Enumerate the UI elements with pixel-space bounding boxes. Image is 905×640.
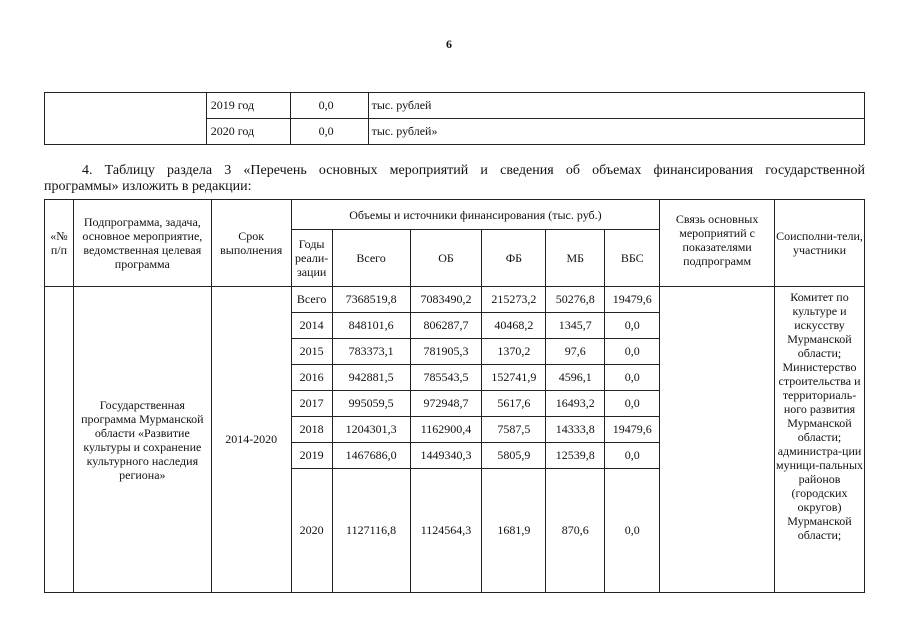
year-cell: 2017 [291,391,332,417]
mb-cell: 1345,7 [546,313,605,339]
header-years: Годы реали-зации [291,230,332,287]
ob-cell: 7083490,2 [410,287,482,313]
vbs-cell: 0,0 [605,469,660,593]
table-row [45,287,865,313]
link-cell [660,287,775,593]
total-cell: 1204301,3 [332,417,410,443]
year-cell: 2020 год [206,119,290,145]
ob-cell: 1449340,3 [410,443,482,469]
vbs-cell: 19479,6 [605,287,660,313]
year-cell: 2015 [291,339,332,365]
year-cell: 2018 [291,417,332,443]
fb-cell: 5805,9 [482,443,546,469]
total-cell: 783373,1 [332,339,410,365]
header-row [45,200,865,230]
header-total: Всего [332,230,410,287]
year-cell: 2019 [291,443,332,469]
paragraph-line-2: программы» изложить в редакции: [44,179,252,194]
mb-cell: 870,6 [546,469,605,593]
header-vbs: ВБС [605,230,660,287]
year-cell: 2016 [291,365,332,391]
fb-cell: 5617,6 [482,391,546,417]
mb-cell: 4596,1 [546,365,605,391]
year-cell: Всего [291,287,332,313]
table-row [45,93,865,119]
header-fb: ФБ [482,230,546,287]
fb-cell: 215273,2 [482,287,546,313]
header-mb: МБ [546,230,605,287]
year-cell: 2019 год [206,93,290,119]
amendment-paragraph [44,163,865,195]
header-num: «№ п/п [45,200,74,287]
fb-cell: 40468,2 [482,313,546,339]
ob-cell: 806287,7 [410,313,482,339]
header-period: Срок выполнения [211,200,291,287]
unit-cell: тыс. рублей [368,93,864,119]
ob-cell: 972948,7 [410,391,482,417]
previous-table-fragment [44,92,865,145]
vbs-cell: 0,0 [605,391,660,417]
vbs-cell: 0,0 [605,365,660,391]
ob-cell: 781905,3 [410,339,482,365]
mb-cell: 16493,2 [546,391,605,417]
fb-cell: 7587,5 [482,417,546,443]
value-cell: 0,0 [290,119,368,145]
fb-cell: 1370,2 [482,339,546,365]
vbs-cell: 19479,6 [605,417,660,443]
fb-cell: 1681,9 [482,469,546,593]
vbs-cell: 0,0 [605,313,660,339]
year-cell: 2014 [291,313,332,339]
page-number: 6 [446,37,452,51]
mb-cell: 12539,8 [546,443,605,469]
empty-cell [45,93,207,145]
total-cell: 7368519,8 [332,287,410,313]
program-name-cell: Государственная программа Мурманской области «Развитие культуры и сохранение культурного наследия региона» [73,287,211,593]
header-partners: Соисполни-тели, участники [775,200,865,287]
total-cell: 848101,6 [332,313,410,339]
year-cell: 2020 [291,469,332,593]
header-name: Подпрограмма, задача, основное мероприятие, ведомственная целевая программа [73,200,211,287]
mb-cell: 14333,8 [546,417,605,443]
num-cell [45,287,74,593]
ob-cell: 1124564,3 [410,469,482,593]
header-funding-group: Объемы и источники финансирования (тыс. руб.) [291,200,660,230]
fb-cell: 152741,9 [482,365,546,391]
mb-cell: 50276,8 [546,287,605,313]
vbs-cell: 0,0 [605,443,660,469]
mb-cell: 97,6 [546,339,605,365]
total-cell: 1127116,8 [332,469,410,593]
program-funding-table [44,199,865,593]
total-cell: 1467686,0 [332,443,410,469]
vbs-cell: 0,0 [605,339,660,365]
header-link: Связь основных мероприятий с показателями подпрограмм [660,200,775,287]
value-cell: 0,0 [290,93,368,119]
ob-cell: 785543,5 [410,365,482,391]
period-cell: 2014-2020 [211,287,291,593]
unit-cell: тыс. рублей» [368,119,864,145]
total-cell: 995059,5 [332,391,410,417]
paragraph-line-1: 4. Таблицу раздела 3 «Перечень основных мероприятий и сведения об объемах финансирования государственной [82,163,865,178]
partners-cell: Комитет по культуре и искусству Мурманской области; Министерство строительства и территориаль-ного развития Мурманской области; администра-ции муници-пальных районов (городских округов) Мурманской области; [775,287,865,593]
total-cell: 942881,5 [332,365,410,391]
ob-cell: 1162900,4 [410,417,482,443]
header-ob: ОБ [410,230,482,287]
